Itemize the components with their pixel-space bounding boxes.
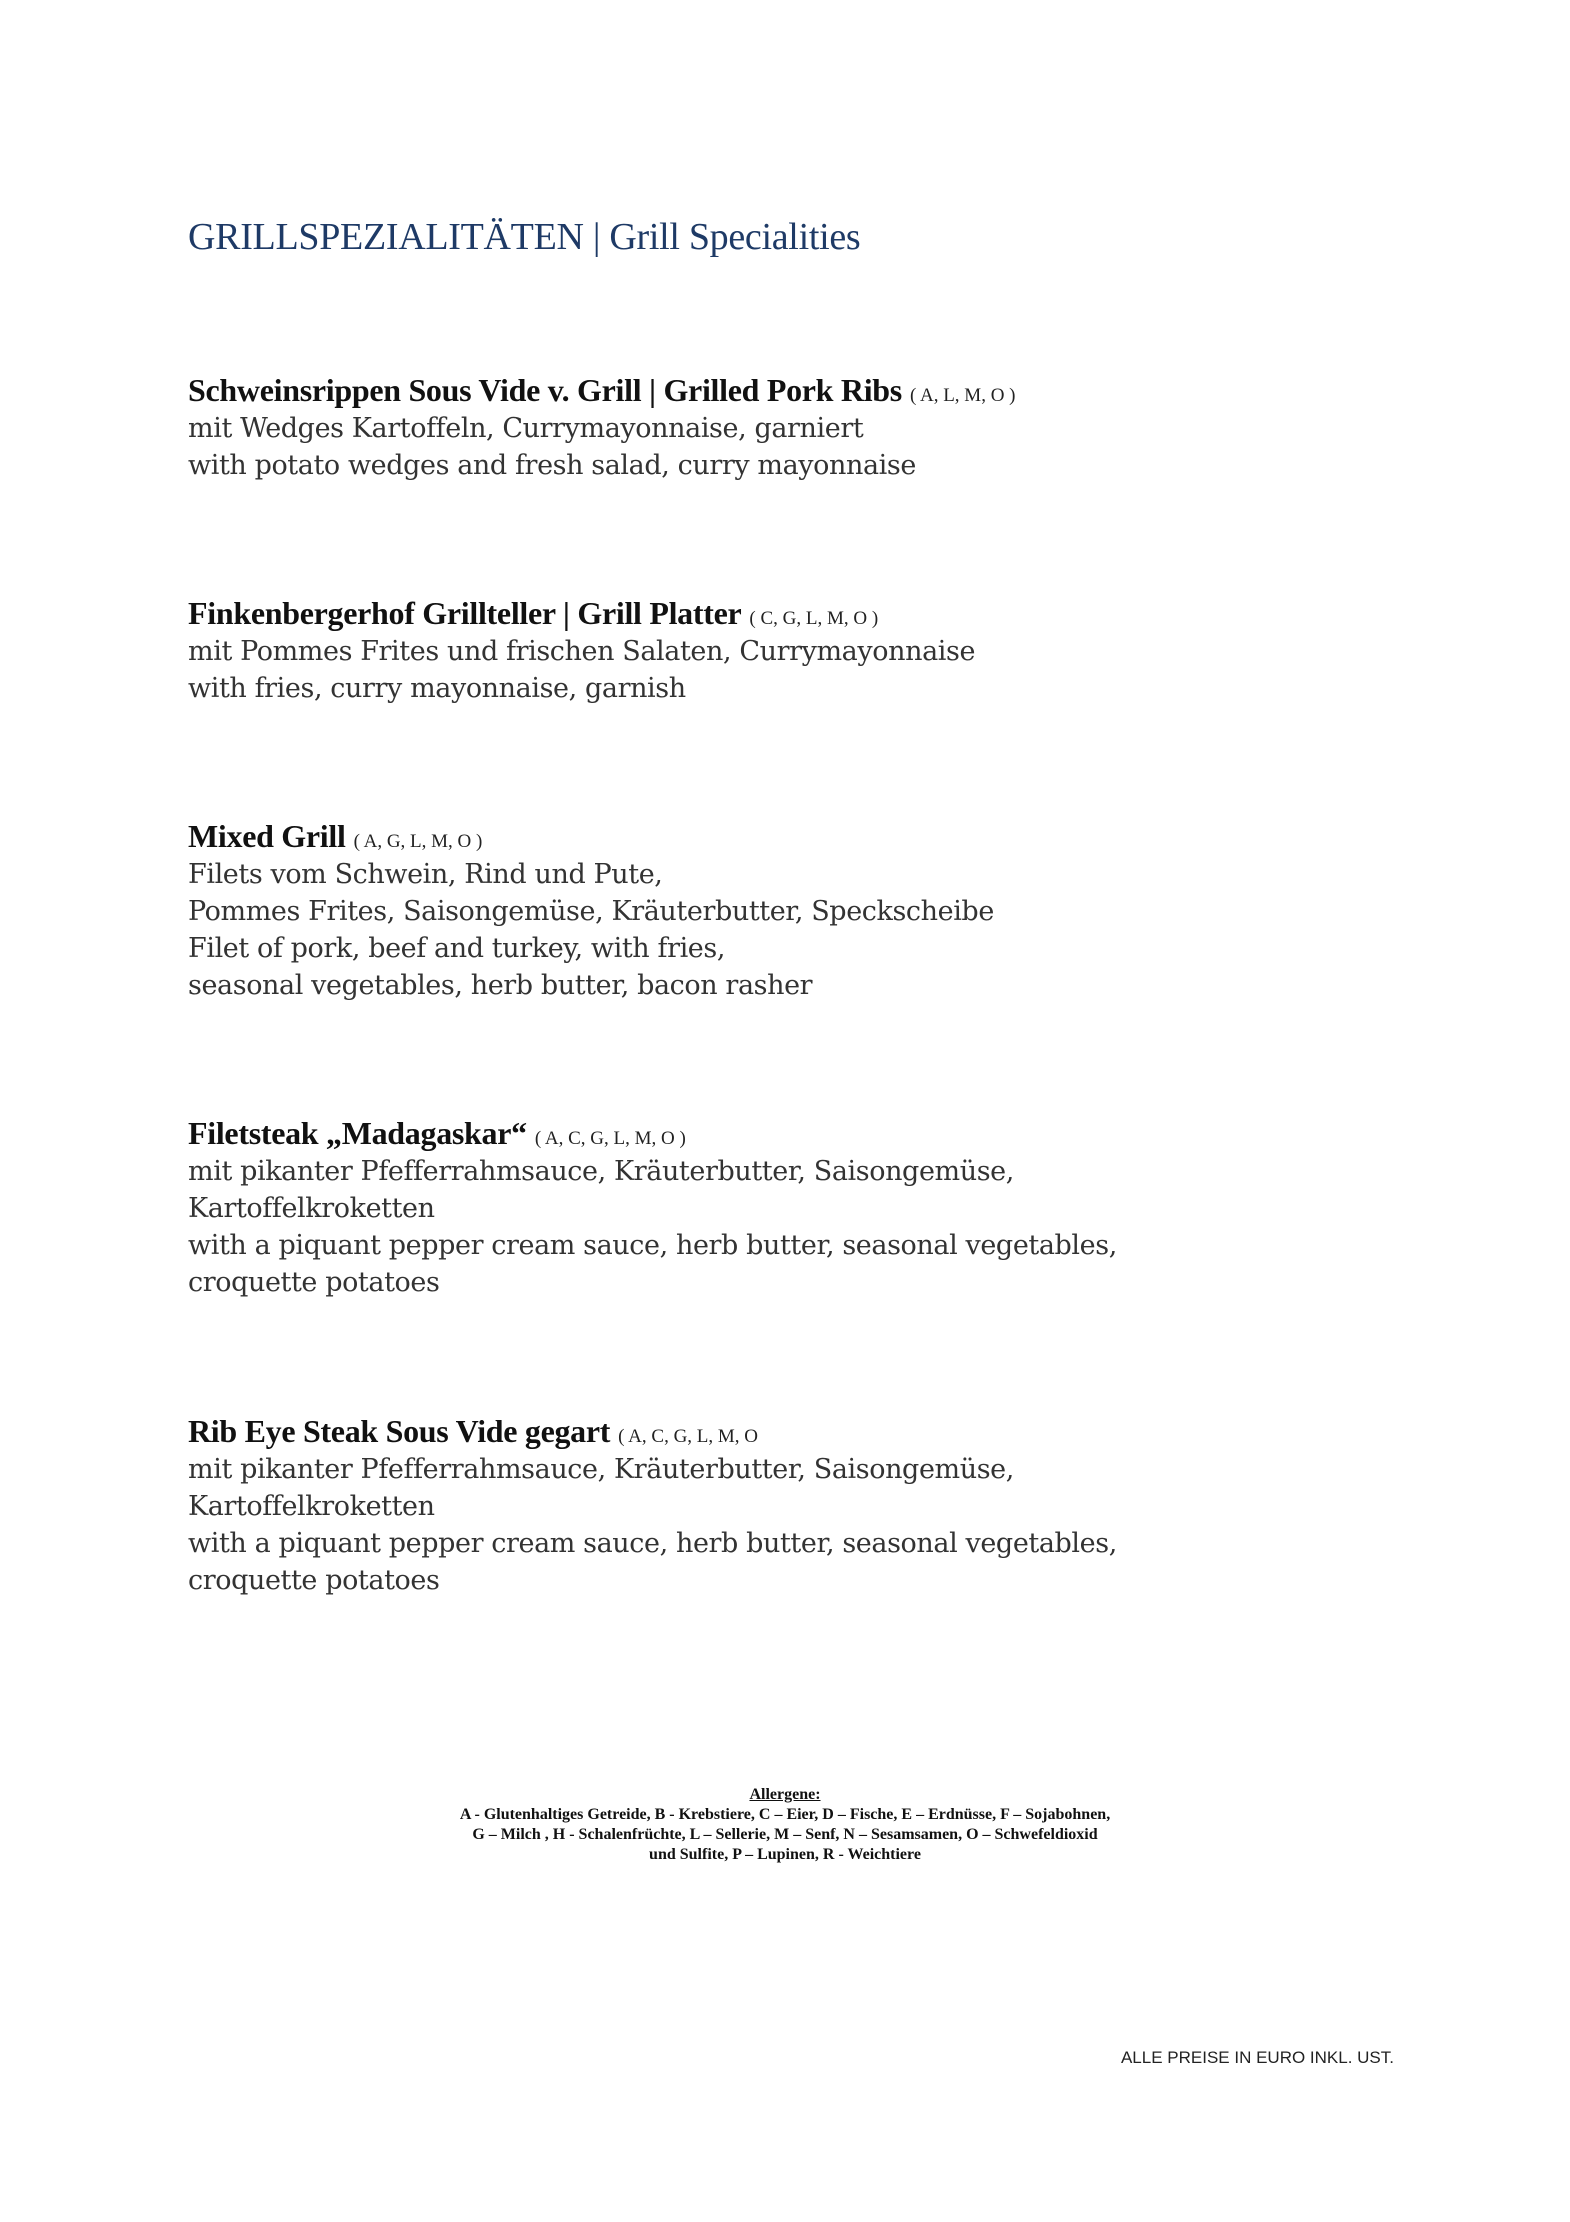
- price-note: ALLE PREISE IN EURO INKL. UST.: [1120, 2048, 1394, 2067]
- dish-description-line: croquette potatoes: [188, 1267, 440, 1298]
- dish-description-line: mit pikanter Pfefferrahmsauce, Kräuterbutter, Saisongemüse,: [188, 1454, 1014, 1485]
- dish-item: [188, 370, 1438, 484]
- dish-description-line: Filet of pork, beef and turkey, with fries,: [188, 933, 726, 964]
- dish-name: Schweinsrippen Sous Vide v. Grill | Grilled Pork Ribs: [188, 372, 902, 408]
- dish-name: Finkenbergerhof Grillteller | Grill Platter: [188, 595, 742, 631]
- dish-heading: [188, 593, 1438, 633]
- dish-heading: [188, 370, 1438, 410]
- dish-allergens: ( A, G, L, M, O ): [353, 831, 483, 852]
- dish-heading: [188, 1411, 1438, 1451]
- dish-item: [188, 1411, 1438, 1599]
- allergen-legend-line: A - Glutenhaltiges Getreide, B - Krebstiere, C – Eier, D – Fische, E – Erdnüsse, F – Sojabohnen,: [459, 1806, 1111, 1823]
- dish-description-line: seasonal vegetables, herb butter, bacon rasher: [188, 970, 813, 1001]
- dish-heading: [188, 1113, 1438, 1153]
- dish-description-line: mit pikanter Pfefferrahmsauce, Kräuterbutter, Saisongemüse,: [188, 1156, 1014, 1187]
- dish-name: Mixed Grill: [188, 818, 346, 854]
- dish-name: Filetsteak „Madagaskar“: [188, 1115, 527, 1151]
- dish-item: [188, 593, 1438, 707]
- section-title: GRILLSPEZIALITÄTEN | Grill Specialities: [188, 216, 861, 258]
- dish-allergens: ( A, C, G, L, M, O ): [534, 1128, 686, 1149]
- dish-allergens: ( A, C, G, L, M, O: [618, 1426, 759, 1447]
- dish-description-line: Kartoffelkroketten: [188, 1193, 435, 1224]
- dish-description-line: mit Wedges Kartoffeln, Currymayonnaise, garniert: [188, 413, 864, 444]
- dish-item: [188, 816, 1438, 1004]
- allergen-legend-line: G – Milch , H - Schalenfrüchte, L – Sellerie, M – Senf, N – Sesamsamen, O – Schwefeldioxid: [472, 1826, 1098, 1843]
- dish-item: [188, 1113, 1438, 1301]
- dish-name: Rib Eye Steak Sous Vide gegart: [188, 1413, 611, 1449]
- dish-description-line: Pommes Frites, Saisongemüse, Kräuterbutter, Speckscheibe: [188, 896, 994, 927]
- allergen-legend: [300, 1785, 1270, 1865]
- dish-allergens: ( A, L, M, O ): [909, 385, 1016, 406]
- allergen-legend-line: und Sulfite, P – Lupinen, R - Weichtiere: [649, 1846, 921, 1863]
- dish-description-line: croquette potatoes: [188, 1565, 440, 1596]
- dish-description-line: Kartoffelkroketten: [188, 1491, 435, 1522]
- dish-description-line: with potato wedges and fresh salad, curry mayonnaise: [188, 450, 916, 481]
- allergen-legend-title: Allergene:: [749, 1786, 821, 1803]
- dish-heading: [188, 816, 1438, 856]
- dish-allergens: ( C, G, L, M, O ): [749, 608, 879, 629]
- dish-description-line: mit Pommes Frites und frischen Salaten, Currymayonnaise: [188, 636, 976, 667]
- dish-description-line: with fries, curry mayonnaise, garnish: [188, 673, 686, 704]
- dish-description-line: with a piquant pepper cream sauce, herb butter, seasonal vegetables,: [188, 1230, 1117, 1261]
- dish-description-line: Filets vom Schwein, Rind und Pute,: [188, 859, 663, 890]
- dish-description-line: with a piquant pepper cream sauce, herb butter, seasonal vegetables,: [188, 1528, 1117, 1559]
